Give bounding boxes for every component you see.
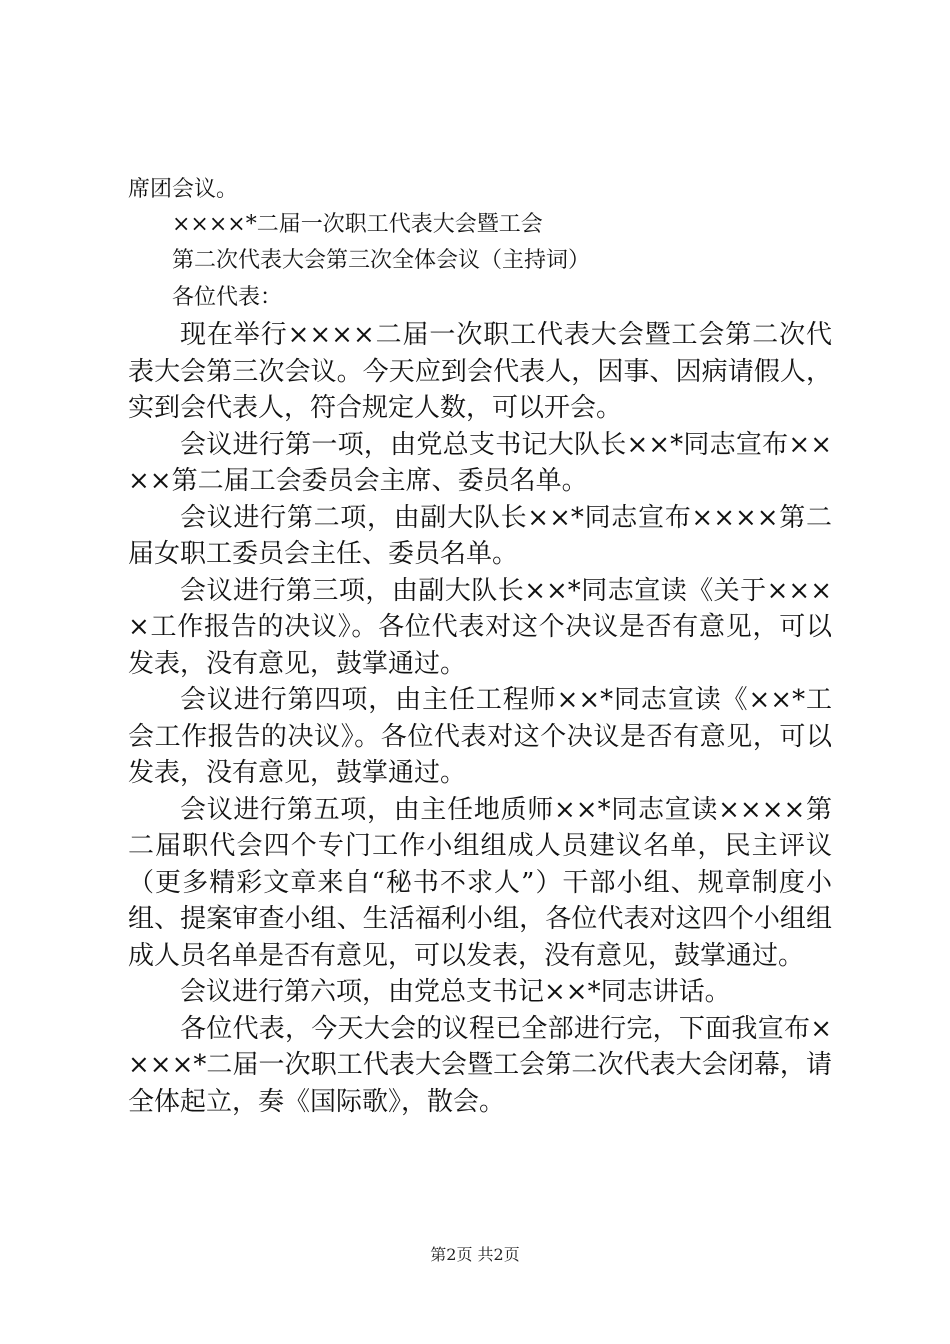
text-line: 会工作报告的决议》。各位代表对这个决议是否有意见，可以 <box>128 721 832 752</box>
text-line: 二届职代会四个专门工作小组组成人员建议名单，民主评议 <box>128 831 832 861</box>
text-line: 实到会代表人，符合规定人数，可以开会。 <box>128 393 623 423</box>
text-line: 全体起立，奏《国际歌》，散会。 <box>128 1086 506 1117</box>
text-line: ×××*二届一次职工代表大会暨工会第二次代表大会闭幕，请 <box>128 1050 832 1080</box>
text-line: 成人员名单是否有意见，可以发表，没有意见，鼓掌通过。 <box>128 940 805 971</box>
text-line: 会议进行第四项，由主任工程师××*同志宣读《××*工 <box>180 685 832 715</box>
text-line: （更多精彩文章来自“秘书不求人”）干部小组、规章制度小 <box>128 867 832 898</box>
text-line: 现在举行××××二届一次职工代表大会暨工会第二次代 <box>180 320 832 350</box>
text-line: 发表，没有意见，鼓掌通过。 <box>128 648 467 679</box>
text-line: ××第二届工会委员会主席、委员名单。 <box>128 466 588 496</box>
text-line: 会议进行第二项，由副大队长××*同志宣布××××第二 <box>180 502 832 533</box>
text-line: 发表，没有意见，鼓掌通过。 <box>128 758 467 788</box>
text-line: 各位代表，今天大会的议程已全部进行完，下面我宣布× <box>180 1013 832 1044</box>
meeting-title-line-1: ××××*二届一次职工代表大会暨工会 <box>172 212 543 237</box>
greeting: 各位代表： <box>172 285 283 310</box>
text-line: 表大会第三次会议。今天应到会代表人，因事、因病请假人， <box>128 356 832 387</box>
meeting-title-line-2: 第二次代表大会第三次全体会议（主持词） <box>172 248 591 273</box>
text-line: 会议进行第三项，由副大队长××*同志宣读《关于××× <box>180 575 832 606</box>
text-line: 届女职工委员会主任、委员名单。 <box>128 539 519 569</box>
page-footer: 第2页 共2页 <box>430 1245 520 1264</box>
text-line: ×工作报告的决议》。各位代表对这个决议是否有意见，可以 <box>128 612 832 642</box>
text-line: 组、提案审查小组、生活福利小组，各位代表对这四个小组组 <box>128 904 832 934</box>
text-line: 会议进行第六项，由党总支书记××*同志讲话。 <box>180 977 731 1007</box>
text-line: 席团会议。 <box>128 177 239 202</box>
text-line: 会议进行第一项，由党总支书记大队长××*同志宣布×× <box>180 429 832 460</box>
document-body <box>128 173 832 1120</box>
text-line: 会议进行第五项，由主任地质师××*同志宣读××××第 <box>180 794 832 825</box>
